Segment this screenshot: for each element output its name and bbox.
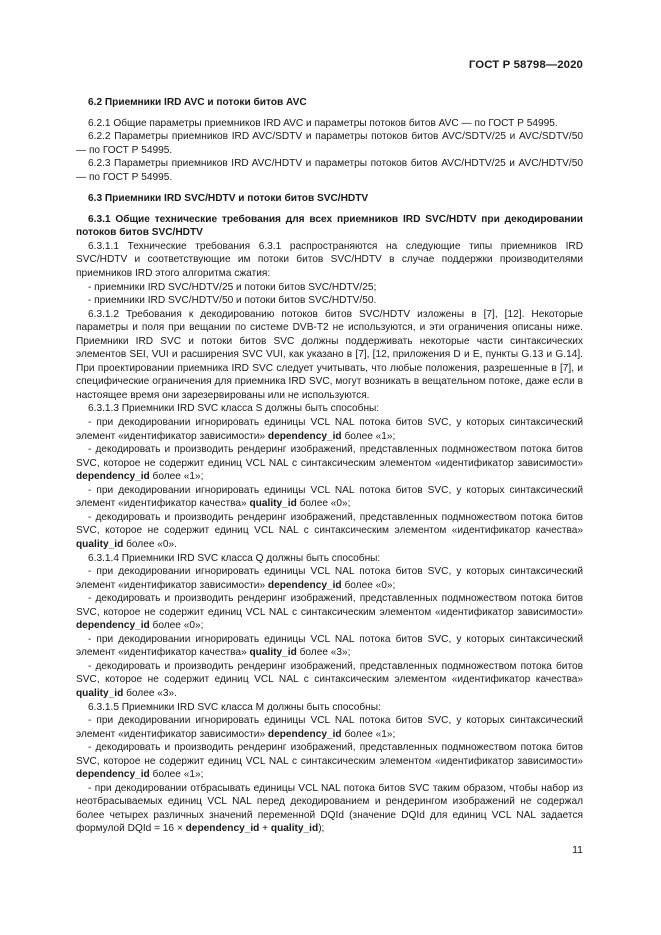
- keyword-dependency-id: dependency_id: [76, 769, 150, 781]
- keyword-quality-id: quality_id: [76, 687, 124, 699]
- para-6-3-1-2: 6.3.1.2 Требования к декодированию потоков битов SVC/HDTV изложены в [7], [12]. Некоторые параметры и поля при вещании по системе DVB-T2 не используются, и эти ограничения описаны ниже. Приемники IRD SVC и потоки битов SVC должны поддерживать некоторые части синтаксических элементов SEI, VUI и расширения SVC VUI, как указано в [7], [12, приложения D и E, пункты G.13 и G.14]. При проектировании приемника IRD SVC следует учитывать, что любые положения, разрешенные в [7], и специфические ограничения для приемника IRD SVC, могут возникать в вещательном потоке, даже если в настоящее время они зарезервированы или не используются.: [76, 308, 583, 401]
- section-6-2-title: 6.2 Приемники IRD AVC и потоки битов AVC: [88, 97, 307, 108]
- keyword-dependency-id: dependency_id: [267, 430, 342, 442]
- list-item: - декодировать и производить рендеринг изображений, представленных подмножеством потока битов SVC, которое не содержит единиц VCL NAL с синтаксическим элементом «идентификатор качества» quality_id более «0».: [76, 511, 583, 550]
- para-6-3-1-4: 6.3.1.4 Приемники IRD SVC класса Q должны быть способны:: [88, 552, 381, 564]
- para-6-3-1-1: 6.3.1.1 Технические требования 6.3.1 распространяются на следующие типы приемников IRD SVC/HDTV и соответствующие им потоки битов SVC/HDTV в случае поддержки производителями приемников IRD этого алгоритма сжатия:: [76, 240, 583, 280]
- para-6-3-1-5: 6.3.1.5 Приемники IRD SVC класса M должны быть способны:: [88, 701, 381, 713]
- document-id-header: ГОСТ Р 58798—2020: [468, 59, 583, 71]
- list-item: - при декодировании игнорировать единицы VCL NAL потока битов SVC, у которых синтаксический элемент «идентификатор зависимости» dependency_id более «1»;: [76, 417, 583, 442]
- section-6-3-1-title: 6.3.1 Общие технические требования для всех приемников IRD SVC/HDTV при декодировании потоков битов SVC/HDTV: [76, 213, 583, 239]
- list-item: - декодировать и производить рендеринг изображений, представленных подмножеством потока битов SVC, которое не содержит единиц VCL NAL с синтаксическим элементом «идентификатор зависимости» dependency_id более «0»;: [76, 593, 583, 632]
- list-item: - при декодировании игнорировать единицы VCL NAL потока битов SVC, у которых синтаксический элемент «идентификатор зависимости» dependency_id более «1»;: [76, 715, 583, 740]
- keyword-dependency-id: dependency_id: [185, 823, 260, 835]
- keyword-dependency-id: dependency_id: [267, 728, 342, 740]
- keyword-quality-id: quality_id: [76, 538, 124, 550]
- page-content: [76, 96, 583, 836]
- list-item: - приемники IRD SVC/HDTV/50 и потоки битов SVC/HDTV/50.: [88, 295, 377, 307]
- keyword-quality-id: quality_id: [249, 498, 297, 510]
- keyword-dependency-id: dependency_id: [76, 471, 150, 483]
- para-6-2-3: 6.2.3 Параметры приемников IRD AVC/HDTV и параметры потоков битов AVC/HDTV/25 и AVC/HDTV/50 — по ГОСТ Р 54995.: [76, 158, 583, 183]
- list-item: - декодировать и производить рендеринг изображений, представленных подмножеством потока битов SVC, которое не содержит единиц VCL NAL с синтаксическим элементом «идентификатор качества» quality_id более «3».: [76, 660, 583, 699]
- list-item: - декодировать и производить рендеринг изображений, представленных подмножеством потока битов SVC, которое не содержит единиц VCL NAL с синтаксическим элементом «идентификатор зависимости» dependency_id более «1»;: [76, 742, 583, 781]
- keyword-quality-id: quality_id: [270, 823, 319, 835]
- keyword-quality-id: quality_id: [249, 647, 297, 659]
- para-6-2-1: 6.2.1 Общие параметры приемников IRD AVC и параметры потоков битов AVC — по ГОСТ Р 54995.: [88, 117, 558, 129]
- keyword-dependency-id: dependency_id: [76, 620, 150, 632]
- para-6-3-1-3: 6.3.1.3 Приемники IRD SVC класса S должны быть способны:: [88, 403, 380, 415]
- list-item: - приемники IRD SVC/HDTV/25 и потоки битов SVC/HDTV/25;: [88, 281, 377, 293]
- list-item: - декодировать и производить рендеринг изображений, представленных подмножеством потока битов SVC, которое не содержит единиц VCL NAL с синтаксическим элементом «идентификатор зависимости» dependency_id более «1»;: [76, 444, 583, 483]
- list-item: - при декодировании игнорировать единицы VCL NAL потока битов SVC, у которых синтаксический элемент «идентификатор качества» quality_id более «0»;: [76, 484, 583, 510]
- list-item: - при декодировании игнорировать единицы VCL NAL потока битов SVC, у которых синтаксический элемент «идентификатор зависимости» dependency_id более «0»;: [76, 566, 583, 591]
- page-number: 11: [572, 844, 583, 856]
- list-item: - при декодировании игнорировать единицы VCL NAL потока битов SVC, у которых синтаксический элемент «идентификатор качества» quality_id более «3»;: [76, 633, 583, 659]
- list-item: - при декодировании отбрасывать единицы VCL NAL потока битов SVC таким образом, чтобы набор из неотбрасываемых единиц VCL NAL перед декодированием и рендерингом изображений не содержал более четырех различных значений переменной DQId (значение DQId для единиц VCL NAL задается формулой DQId = 16 × dependency_id + quality_id);: [76, 782, 583, 835]
- section-6-3-title: 6.3 Приемники IRD SVC/HDTV и потоки битов SVC/HDTV: [88, 193, 369, 205]
- keyword-dependency-id: dependency_id: [267, 579, 342, 591]
- para-6-2-2: 6.2.2 Параметры приемников IRD AVC/SDTV и параметры потоков битов AVC/SDTV/25 и AVC/SDTV/50 — по ГОСТ Р 54995.: [76, 131, 583, 156]
